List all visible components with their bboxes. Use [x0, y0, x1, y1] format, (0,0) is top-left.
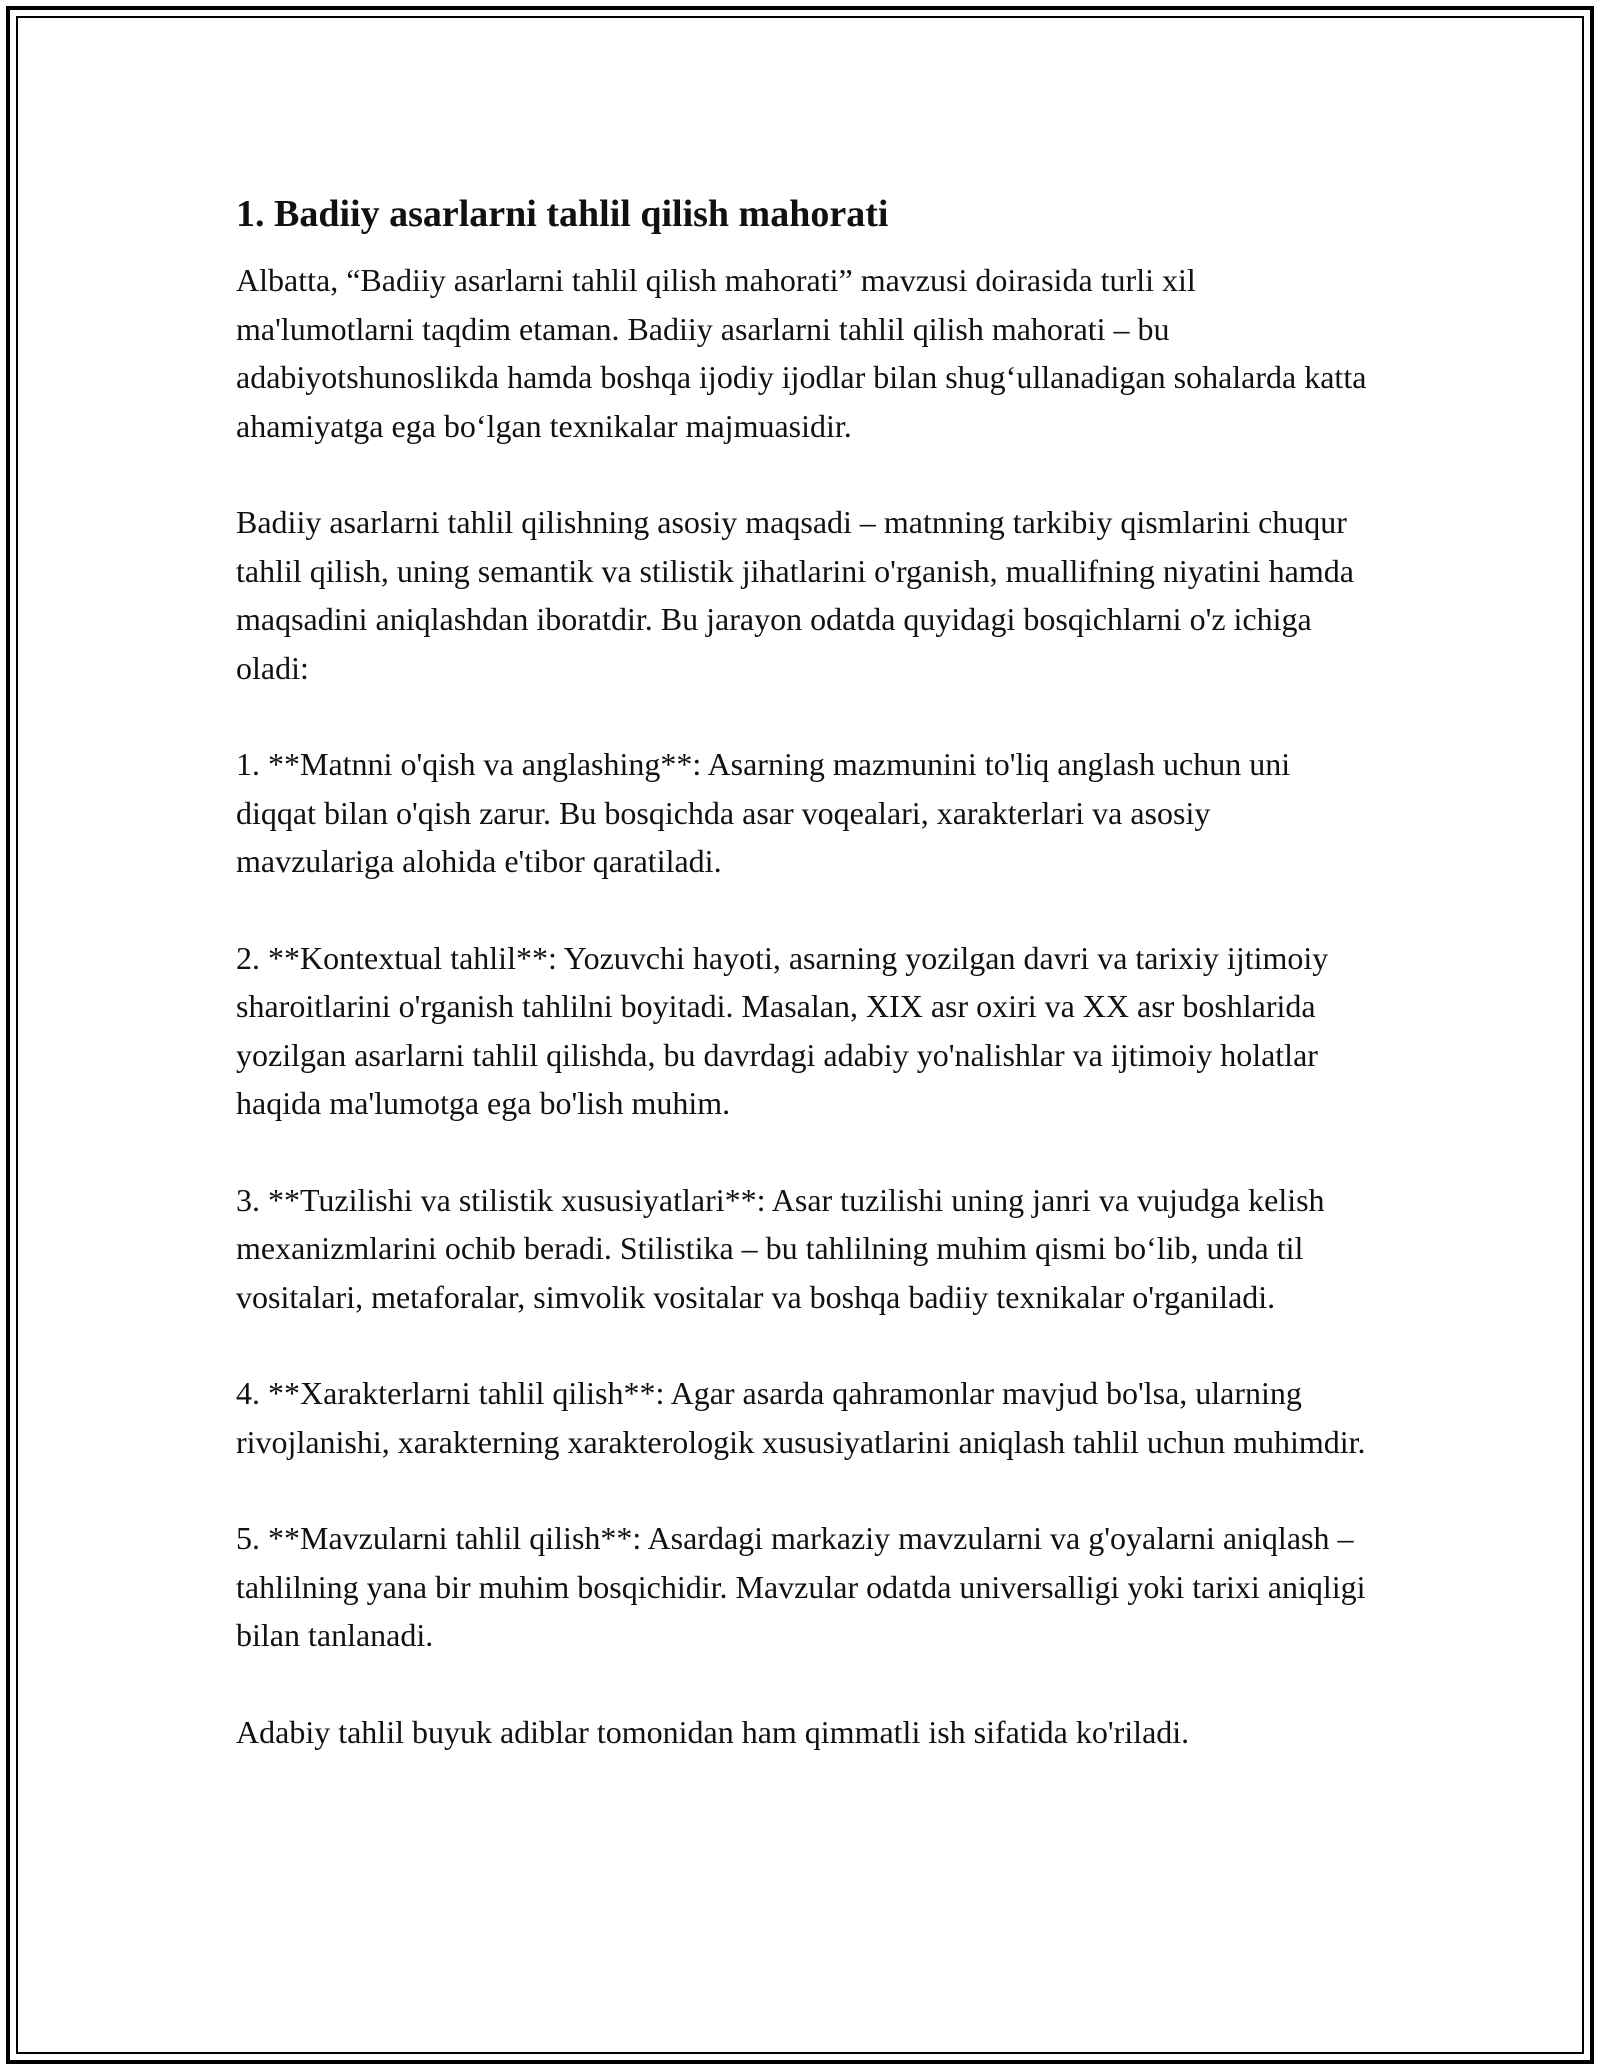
- list-item-step-1: 1. **Matnni o'qish va anglashing**: Asarning mazmunini to'liq anglash uchun uni diqqat bilan o'qish zarur. Bu bosqichda asar voqealari, xarakterlari va asosiy mavzulariga alohida e'tibor qaratiladi.: [236, 746, 1291, 879]
- list-item-step-2: 2. **Kontextual tahlil**: Yozuvchi hayoti, asarning yozilgan davri va tarixiy ijtimoiy sharoitlarini o'rganish tahlilni boyitadi. Masalan, XIX asr oxiri va XX asr boshlarida yozilgan asarlarni tahlil qilishda, bu davrdagi adabiy yo'nalishlar va ijtimoiy holatlar haqida ma'lumotga ega bo'lish muhim.: [236, 939, 1329, 1121]
- paragraph-intro: Albatta, “Badiiy asarlarni tahlil qilish mahorati” mavzusi doirasida turli xil ma'lumotlarni taqdim etaman. Badiiy asarlarni tahlil qilish mahorati – bu adabiyotshunoslikda hamda boshqa ijodiy ijodlar bilan shug‘ullanadigan sohalarda katta ahamiyatga ega bo‘lgan texnikalar majmuasidir.: [236, 262, 1367, 444]
- list-item-step-4: 4. **Xarakterlarni tahlil qilish**: Agar asarda qahramonlar mavjud bo'lsa, ularning rivojlanishi, xarakterning xarakterologik xususiyatlarini aniqlash tahlil uchun muhimdir.: [236, 1375, 1366, 1460]
- paragraph-conclusion: Adabiy tahlil buyuk adiblar tomonidan ham qimmatli ish sifatida ko'riladi.: [236, 1713, 1190, 1750]
- list-item-step-3: 3. **Tuzilishi va stilistik xususiyatlari**: Asar tuzilishi uning janri va vujudga kelish mexanizmlarini ochib beradi. Stilistika – bu tahlilning muhim qismi bo‘lib, unda til vositalari, metaforalar, simvolik vositalar va boshqa badiiy texnikalar o'rganiladi.: [236, 1181, 1325, 1315]
- document-title: 1. Badiiy asarlarni tahlil qilish mahorati: [236, 193, 889, 235]
- document-body: [236, 190, 1376, 1756]
- list-item-step-5: 5. **Mavzularni tahlil qilish**: Asardagi markaziy mavzularni va g'oyalarni aniqlash – tahlilning yana bir muhim bosqichidir. Mavzular odatda universalligi yoki tarixi aniqligi bilan tanlanadi.: [236, 1520, 1366, 1653]
- paragraph-purpose: Badiiy asarlarni tahlil qilishning asosiy maqsadi – matnning tarkibiy qismlarini chuqur tahlil qilish, uning semantik va stilistik jihatlarini o'rganish, muallifning niyatini hamda maqsadini aniqlashdan iboratdir. Bu jarayon odatda quyidagi bosqichlarni o'z ichiga oladi:: [236, 504, 1354, 686]
